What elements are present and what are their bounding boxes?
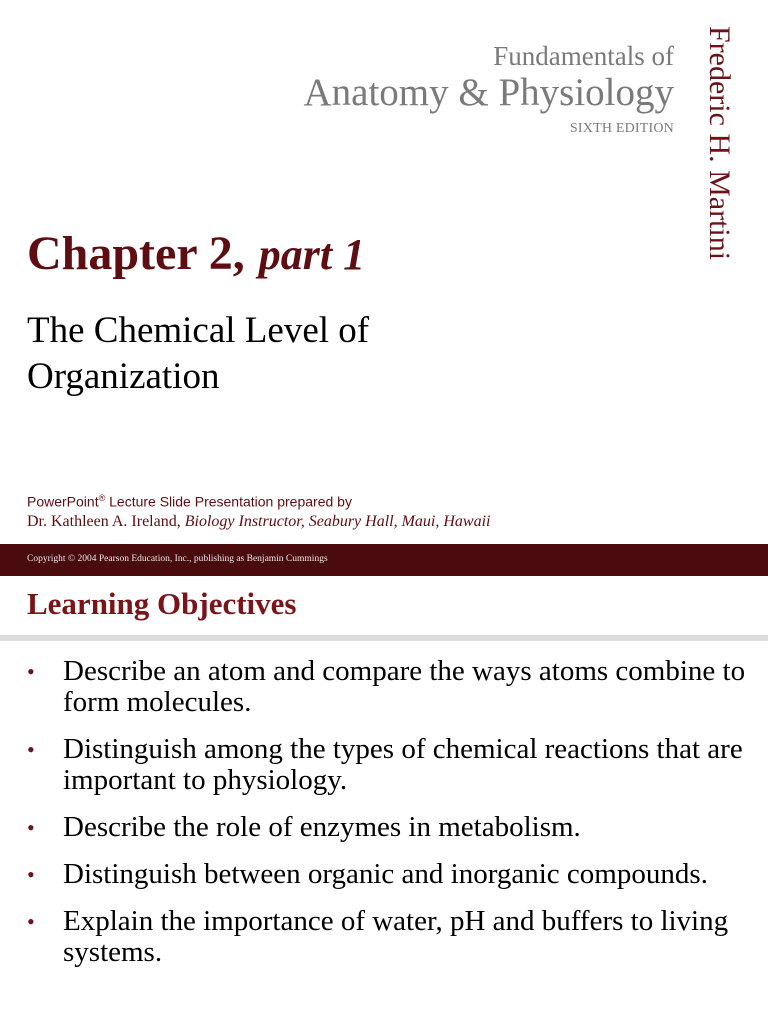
objective-item bbox=[27, 812, 747, 843]
presenter-name: Dr. Kathleen A. Ireland, bbox=[27, 513, 185, 530]
book-title: Anatomy & Physiology bbox=[303, 71, 674, 114]
copyright-text: Copyright © 2004 Pearson Education, Inc., publishing as Benjamin Cummings bbox=[27, 554, 328, 564]
chapter-title-line1: The Chemical Level of bbox=[27, 310, 370, 351]
objectives-slide bbox=[0, 576, 768, 1024]
chapter-title bbox=[27, 308, 587, 400]
bullet-icon: • bbox=[27, 737, 35, 762]
objective-text: Distinguish among the types of chemical reactions that are important to physiology. bbox=[63, 733, 743, 796]
title-divider bbox=[0, 635, 768, 641]
bullet-icon: • bbox=[27, 909, 35, 934]
presentation-suffix: Lecture Slide Presentation prepared by bbox=[105, 493, 352, 510]
bullet-icon: • bbox=[27, 862, 35, 887]
objective-text: Distinguish between organic and inorganic compounds. bbox=[63, 858, 708, 890]
registered-mark: ® bbox=[98, 493, 106, 503]
objective-text: Describe the role of enzymes in metabolism. bbox=[63, 811, 581, 843]
copyright-bar bbox=[0, 544, 768, 576]
bullet-icon: • bbox=[27, 815, 35, 840]
objectives-list bbox=[27, 656, 747, 984]
presentation-credit bbox=[27, 493, 352, 510]
chapter-title-line2: Organization bbox=[27, 356, 220, 397]
objective-text: Explain the importance of water, pH and buffers to living systems. bbox=[63, 905, 729, 968]
chapter-part: part 1 bbox=[258, 230, 366, 279]
book-subtitle: Fundamentals of bbox=[493, 41, 674, 71]
chapter-heading bbox=[27, 226, 365, 281]
objectives-title: Learning Objectives bbox=[27, 586, 297, 621]
book-edition: SIXTH EDITION bbox=[569, 121, 674, 136]
presentation-prefix: PowerPoint bbox=[27, 493, 99, 510]
presenter-role: Biology Instructor, Seabury Hall, Maui, Hawaii bbox=[184, 513, 491, 530]
chapter-label: Chapter 2, bbox=[27, 227, 245, 280]
book-author: Frederic H. Martini bbox=[703, 26, 736, 261]
objective-item bbox=[27, 734, 747, 796]
bullet-icon: • bbox=[27, 659, 35, 684]
objective-text: Describe an atom and compare the ways atoms combine to form molecules. bbox=[63, 655, 746, 718]
presenter-credit bbox=[27, 513, 491, 531]
objective-item bbox=[27, 859, 747, 890]
objective-item bbox=[27, 656, 747, 718]
objective-item bbox=[27, 906, 747, 968]
